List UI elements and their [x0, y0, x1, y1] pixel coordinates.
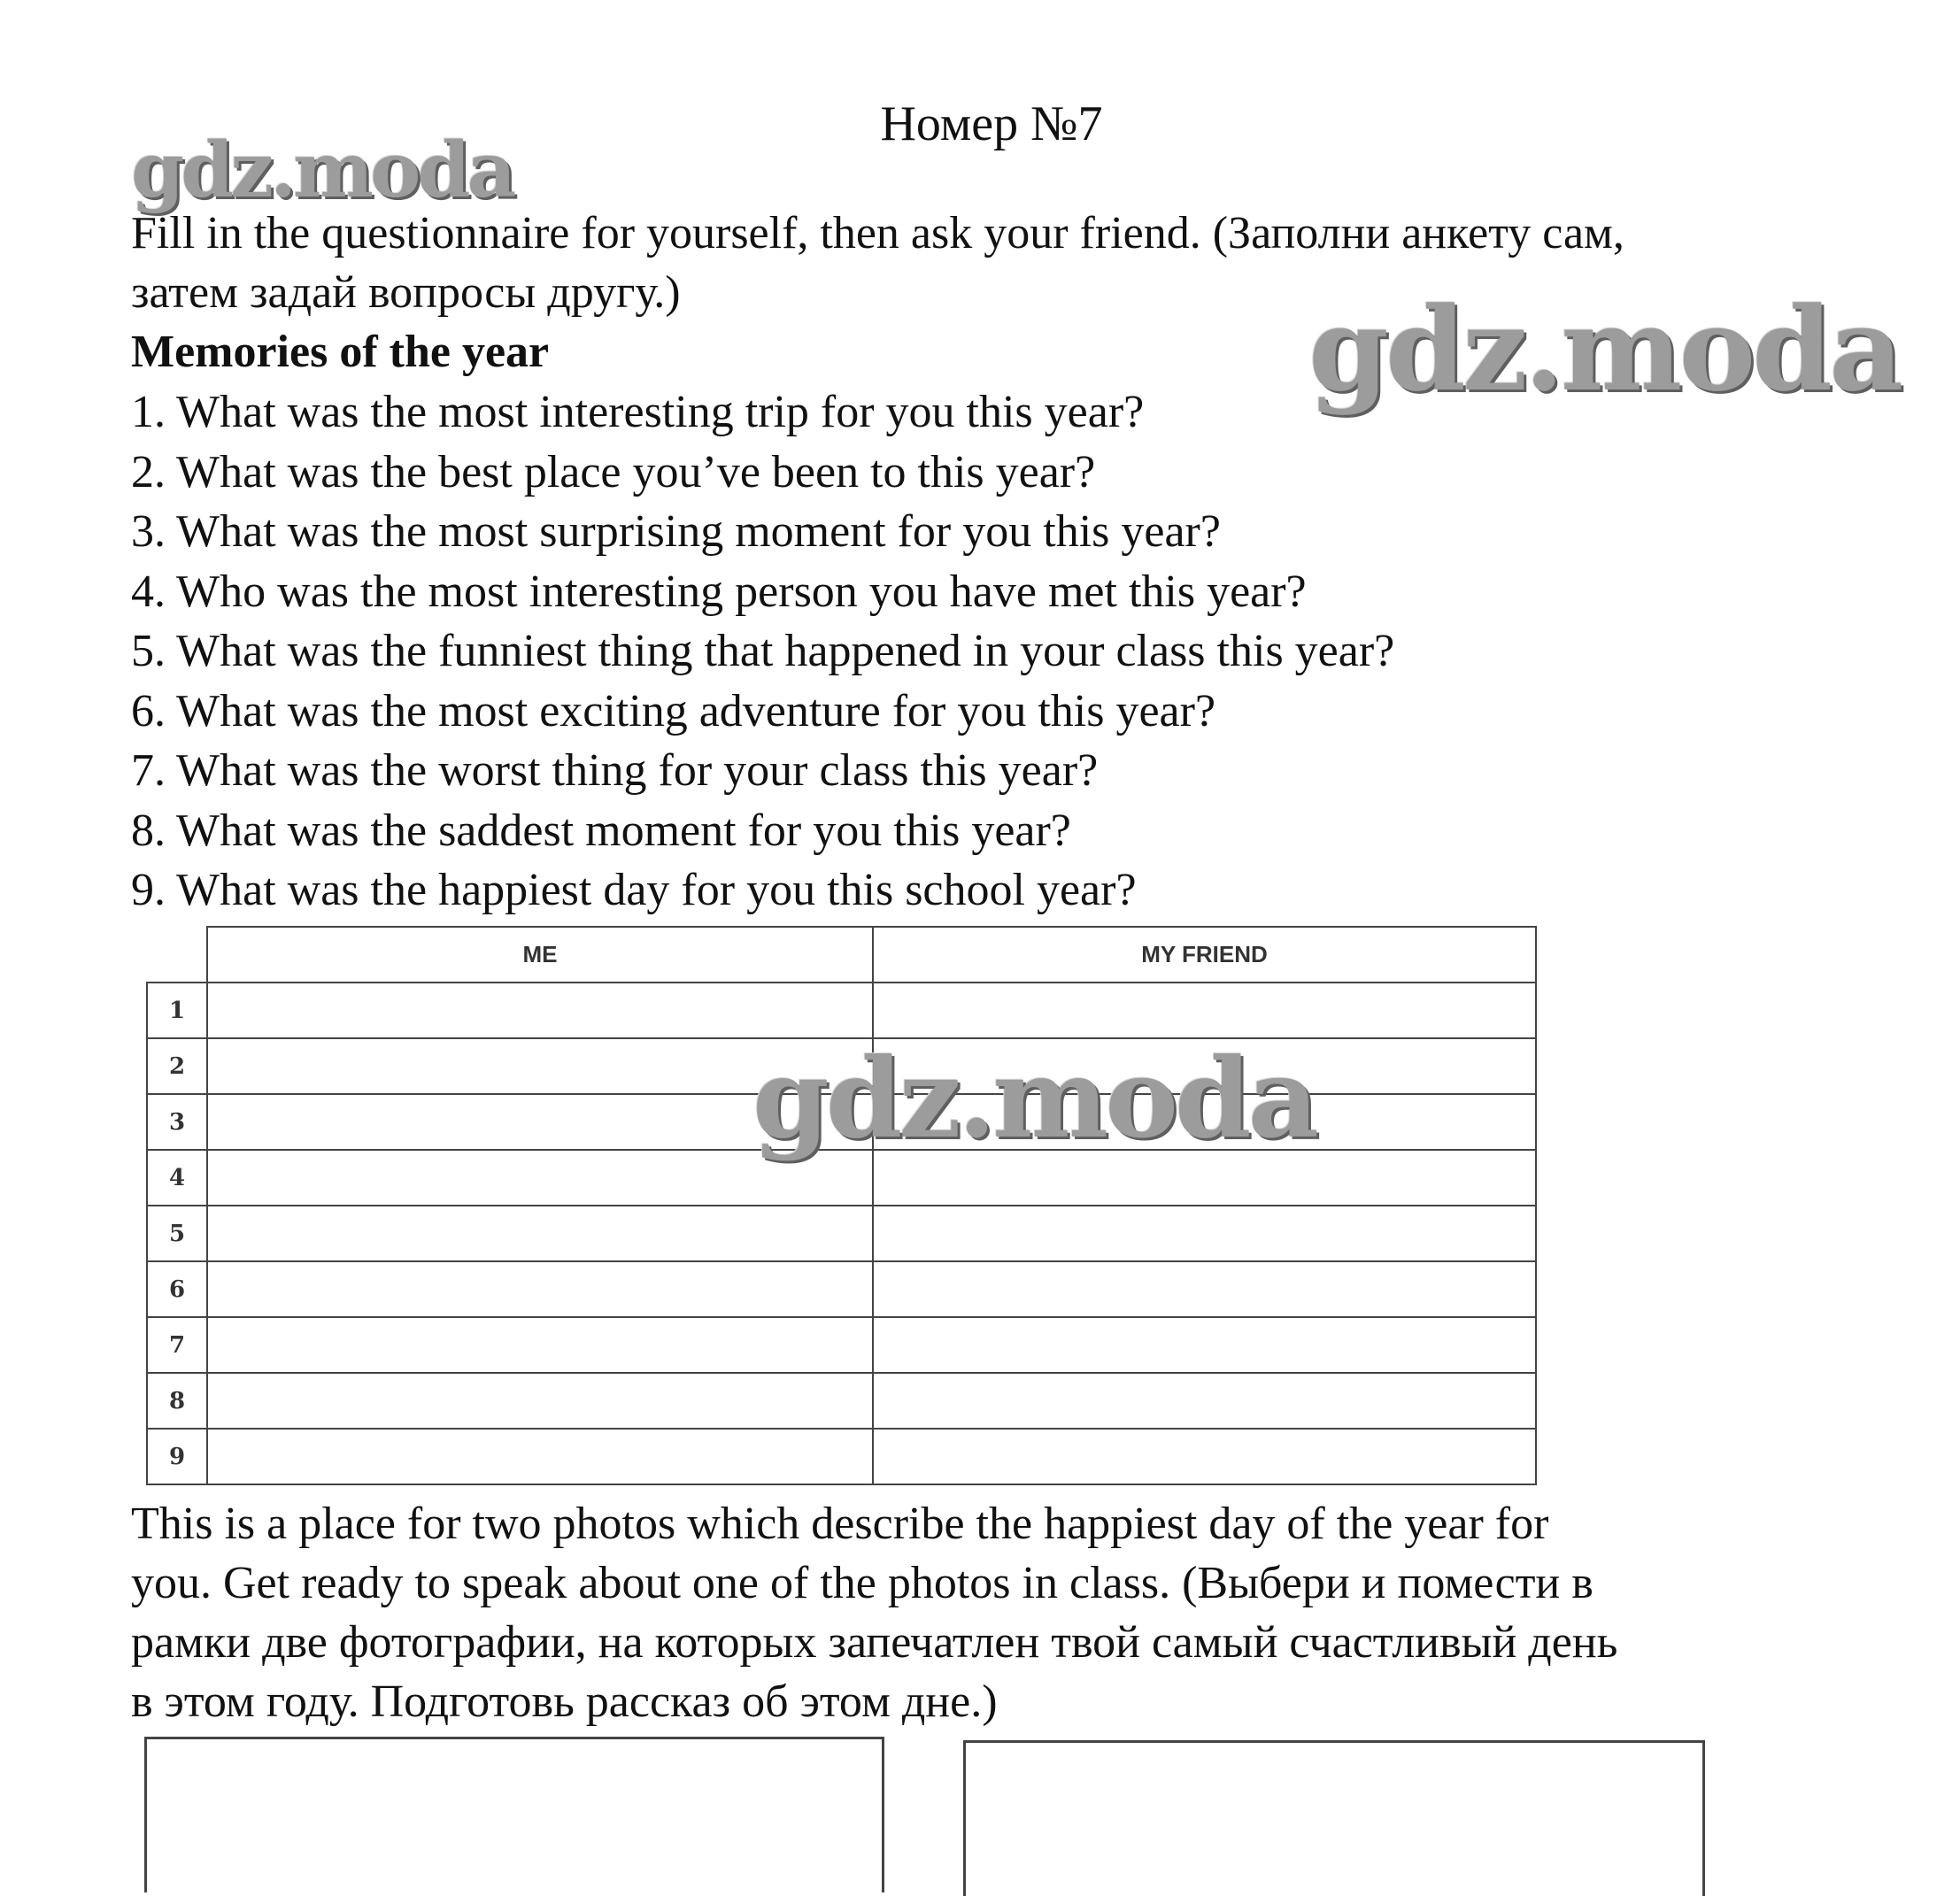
- question-item: 2. What was the best place you’ve been to this year?: [131, 446, 1096, 497]
- answer-cell-friend[interactable]: [873, 983, 1536, 1038]
- answer-cell-me[interactable]: [207, 1373, 873, 1429]
- answer-cell-friend[interactable]: [873, 1317, 1536, 1373]
- watermark-logo: gdz.moda: [1308, 281, 1901, 417]
- answer-cell-friend[interactable]: [873, 1373, 1536, 1429]
- table-row: [147, 1429, 1536, 1484]
- question-item: 8. What was the saddest moment for you this year?: [131, 805, 1071, 856]
- answer-cell-me[interactable]: [207, 983, 873, 1038]
- row-number: 7: [147, 1317, 207, 1373]
- row-number: 3: [147, 1094, 207, 1150]
- table-row: [147, 983, 1536, 1038]
- photo-instruction-line: рамки две фотографии, на которых запечатлен твой самый счастливый день: [131, 1617, 1618, 1668]
- answer-cell-me[interactable]: [207, 1261, 873, 1317]
- column-header-me: ME: [207, 927, 873, 983]
- row-number: 6: [147, 1261, 207, 1317]
- instruction-line: Fill in the questionnaire for yourself, then ask your friend. (Заполни анкету сам,: [131, 208, 1624, 258]
- photo-instruction-line: в этом году. Подготовь рассказ об этом дне.): [131, 1676, 998, 1727]
- row-number: 1: [147, 983, 207, 1038]
- row-number: 8: [147, 1373, 207, 1429]
- answer-cell-me[interactable]: [207, 1429, 873, 1484]
- section-heading: Memories of the year: [131, 327, 550, 377]
- question-item: 6. What was the most exciting adventure for you this year?: [131, 685, 1216, 736]
- photo-frame-right[interactable]: [963, 1740, 1705, 1896]
- photo-instruction-line: you. Get ready to speak about one of the photos in class. (Выбери и помести в: [131, 1558, 1593, 1608]
- table-header-row: [147, 927, 1536, 983]
- table-row: [147, 1261, 1536, 1317]
- question-item: 3. What was the most surprising moment for you this year?: [131, 506, 1221, 557]
- column-header-my-friend: MY FRIEND: [873, 927, 1536, 983]
- watermark-logo: gdz.moda: [752, 1035, 1316, 1163]
- instruction-line: затем задай вопросы другу.): [131, 267, 681, 318]
- answer-cell-friend[interactable]: [873, 1429, 1536, 1484]
- table-row: [147, 1206, 1536, 1261]
- photo-instruction-text: [131, 1494, 1617, 1731]
- question-list: [131, 382, 1394, 921]
- row-number: 5: [147, 1206, 207, 1261]
- questionnaire-table: [146, 926, 1537, 1485]
- photo-frame-left[interactable]: [144, 1737, 884, 1892]
- watermark-logo: gdz.moda: [131, 126, 513, 215]
- question-item: 9. What was the happiest day for you this school year?: [131, 865, 1137, 915]
- question-item: 1. What was the most interesting trip for you this year?: [131, 387, 1145, 437]
- page-title: Номер №7: [880, 96, 1103, 151]
- answer-cell-friend[interactable]: [873, 1206, 1536, 1261]
- row-number: 2: [147, 1038, 207, 1094]
- table-corner-cell: [147, 927, 207, 983]
- row-number: 9: [147, 1429, 207, 1484]
- answer-cell-friend[interactable]: [873, 1261, 1536, 1317]
- question-item: 7. What was the worst thing for your class this year?: [131, 745, 1099, 796]
- answer-cell-me[interactable]: [207, 1317, 873, 1373]
- table-row: [147, 1317, 1536, 1373]
- answer-cell-me[interactable]: [207, 1206, 873, 1261]
- photo-instruction-line: This is a place for two photos which describe the happiest day of the year for: [131, 1499, 1549, 1549]
- table-row: [147, 1373, 1536, 1429]
- row-number: 4: [147, 1150, 207, 1206]
- question-item: 4. Who was the most interesting person you have met this year?: [131, 566, 1307, 617]
- question-item: 5. What was the funniest thing that happened in your class this year?: [131, 626, 1395, 676]
